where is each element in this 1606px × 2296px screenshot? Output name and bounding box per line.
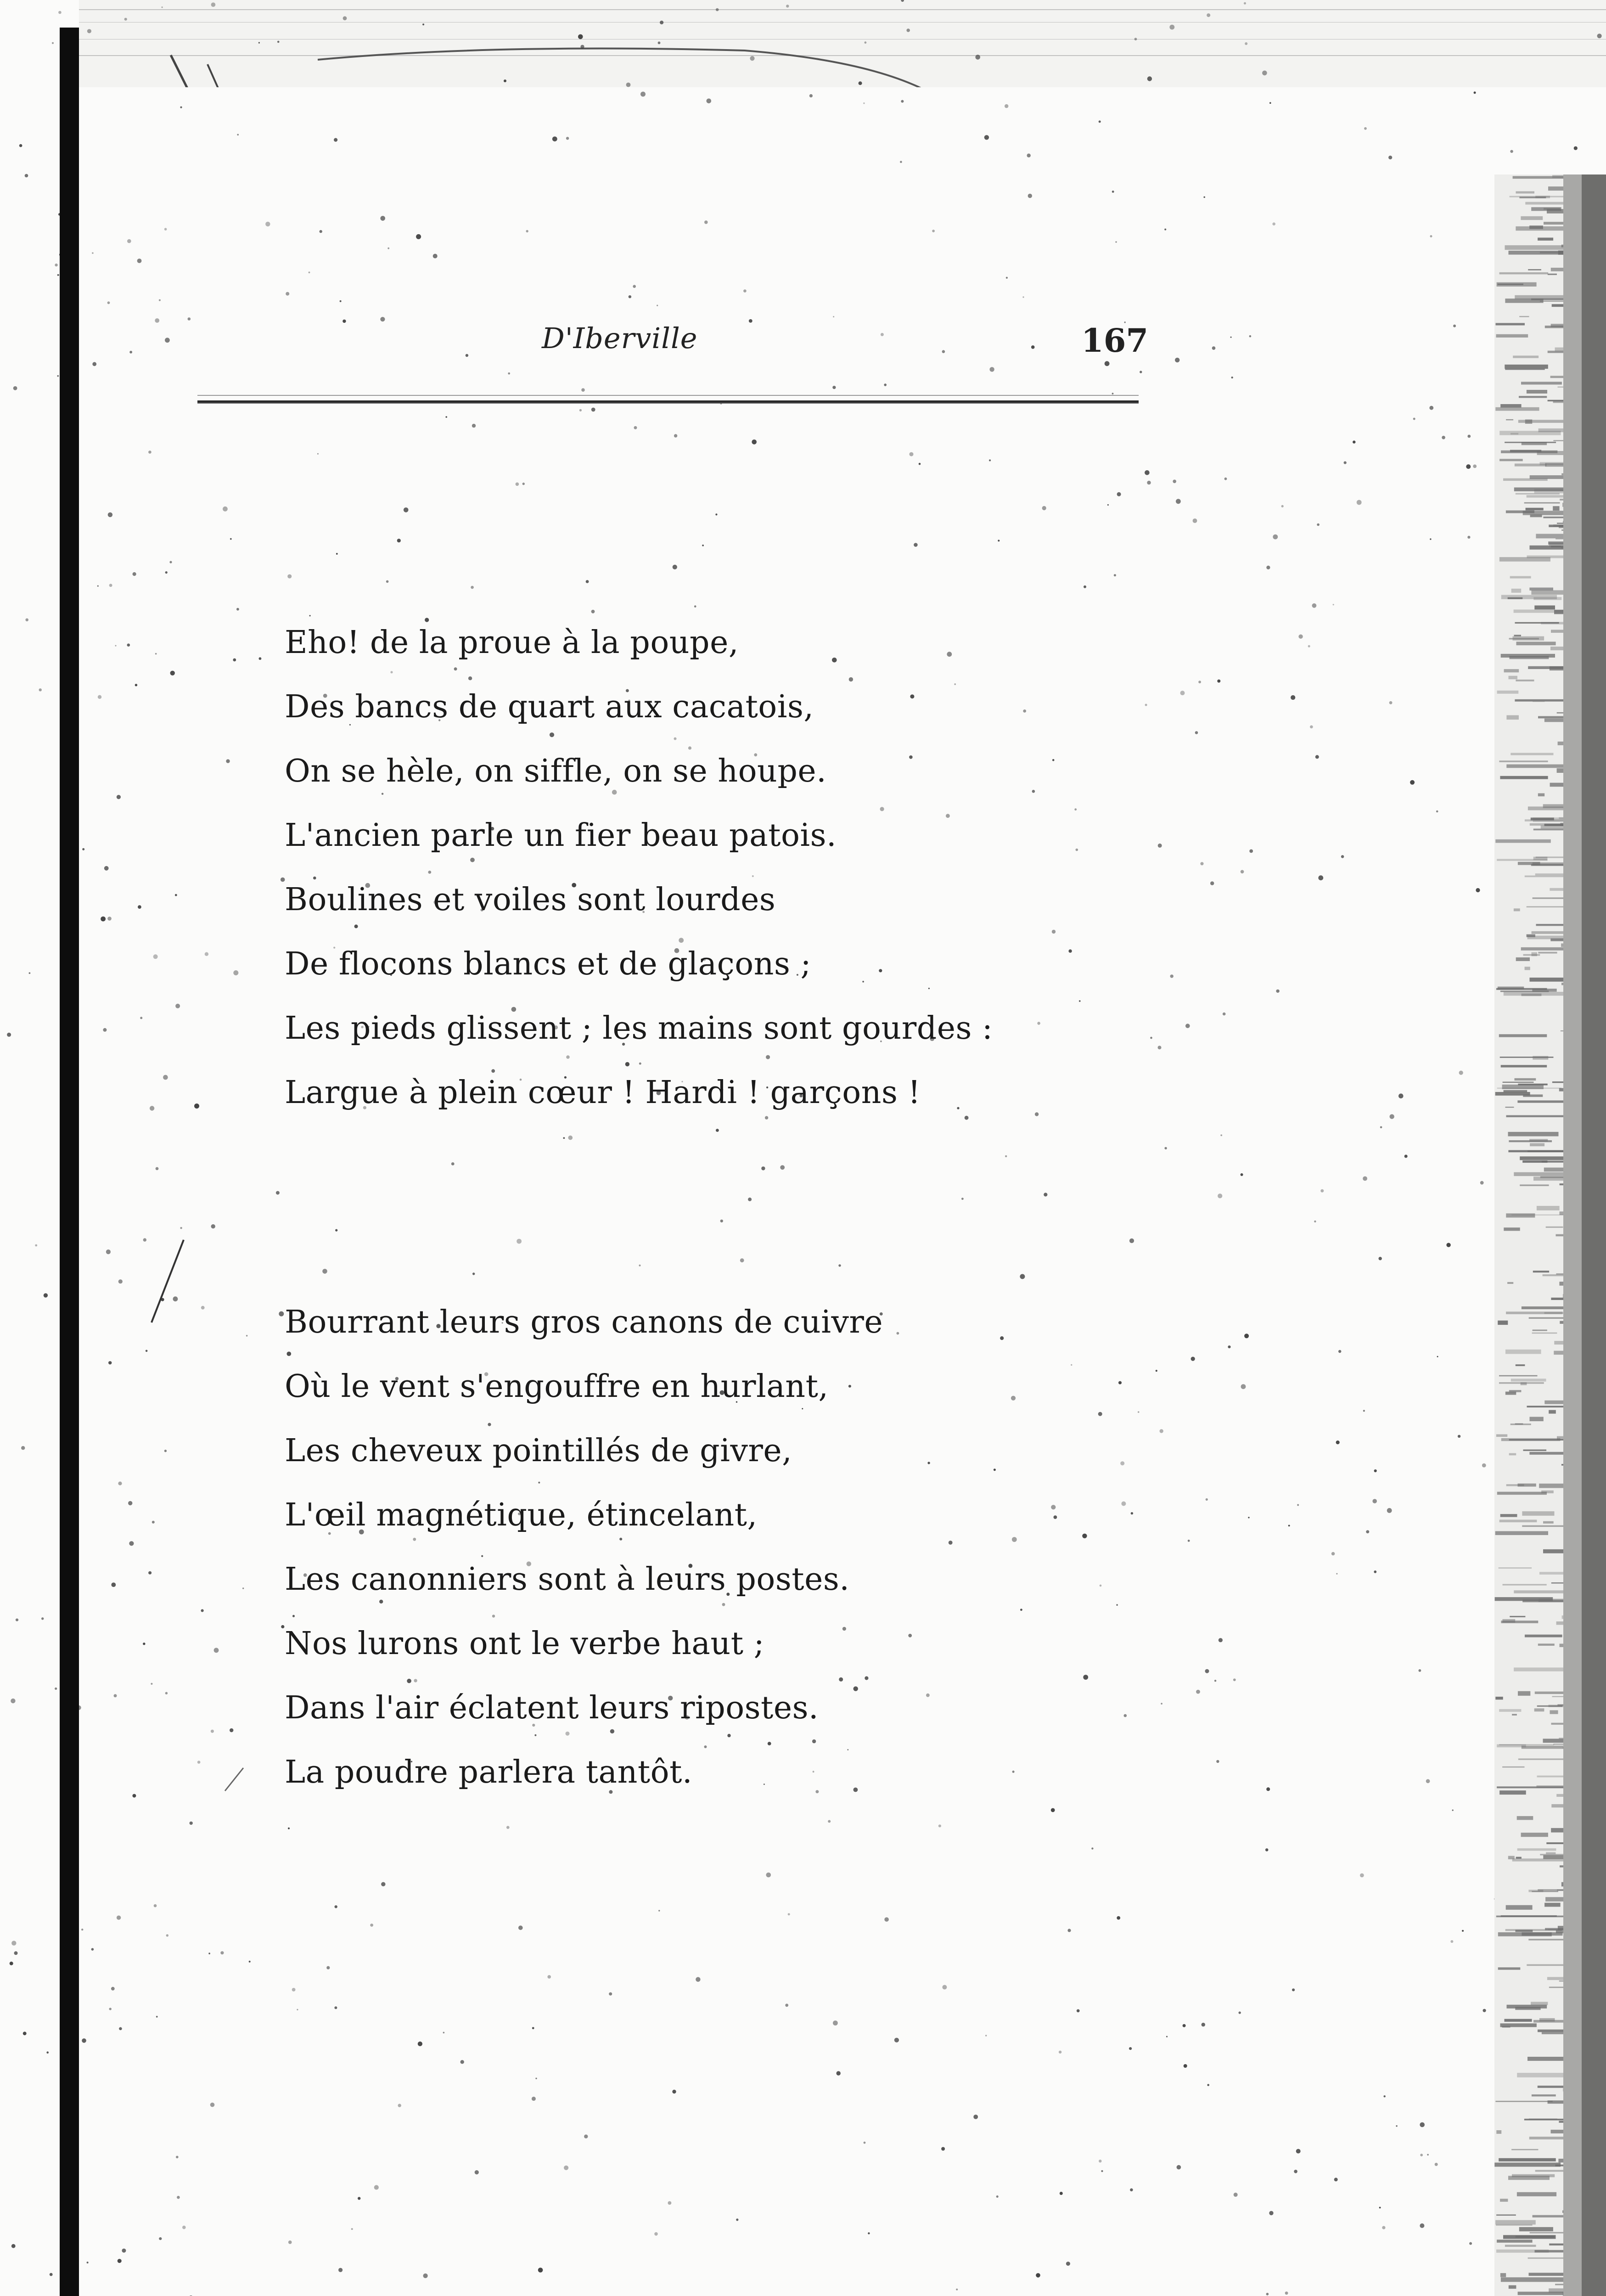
stanza-1: [285, 611, 993, 1125]
verse-line: Les canonniers sont à leurs postes.: [285, 1561, 850, 1598]
page-number: 167: [1081, 321, 1149, 360]
header-rule: [197, 400, 1139, 404]
verse-line: Boulines et voiles sont lourdes: [285, 882, 776, 918]
verse-line: Les pieds glissent ; les mains sont gourdes :: [285, 1010, 993, 1047]
verse-line: L'ancien parle un fier beau patois.: [285, 817, 837, 854]
verse-line: L'œil magnétique, étincelant,: [285, 1497, 758, 1533]
verse-line: Les cheveux pointillés de givre,: [285, 1433, 792, 1469]
verse-line: Largue à plein cœur ! Hardi ! garçons !: [285, 1075, 921, 1111]
verse-line: Eho! de la proue à la poupe,: [285, 625, 739, 661]
running-header-title: D'Iberville: [542, 321, 698, 355]
right-edge-scan-noise: [1494, 174, 1606, 2296]
binding-edge: [60, 28, 79, 2296]
verse-line: De flocons blancs et de glaçons ;: [285, 946, 811, 982]
header-rule-upper: [197, 395, 1139, 396]
verse-line: On se hèle, on siffle, on se houpe.: [285, 753, 827, 789]
verse-line: Bourrant leurs gros canons de cuivre: [285, 1304, 883, 1340]
verse-line: Dans l'air éclatent leurs ripostes.: [285, 1690, 819, 1726]
verse-line: Nos lurons ont le verbe haut ;: [285, 1626, 765, 1662]
verse-line: La poudre parlera tantôt.: [285, 1754, 693, 1790]
verse-line: Des bancs de quart aux cacatois,: [285, 689, 814, 725]
verse-line: Où le vent s'engouffre en hurlant,: [285, 1368, 829, 1405]
stanza-2: [285, 1290, 883, 1805]
